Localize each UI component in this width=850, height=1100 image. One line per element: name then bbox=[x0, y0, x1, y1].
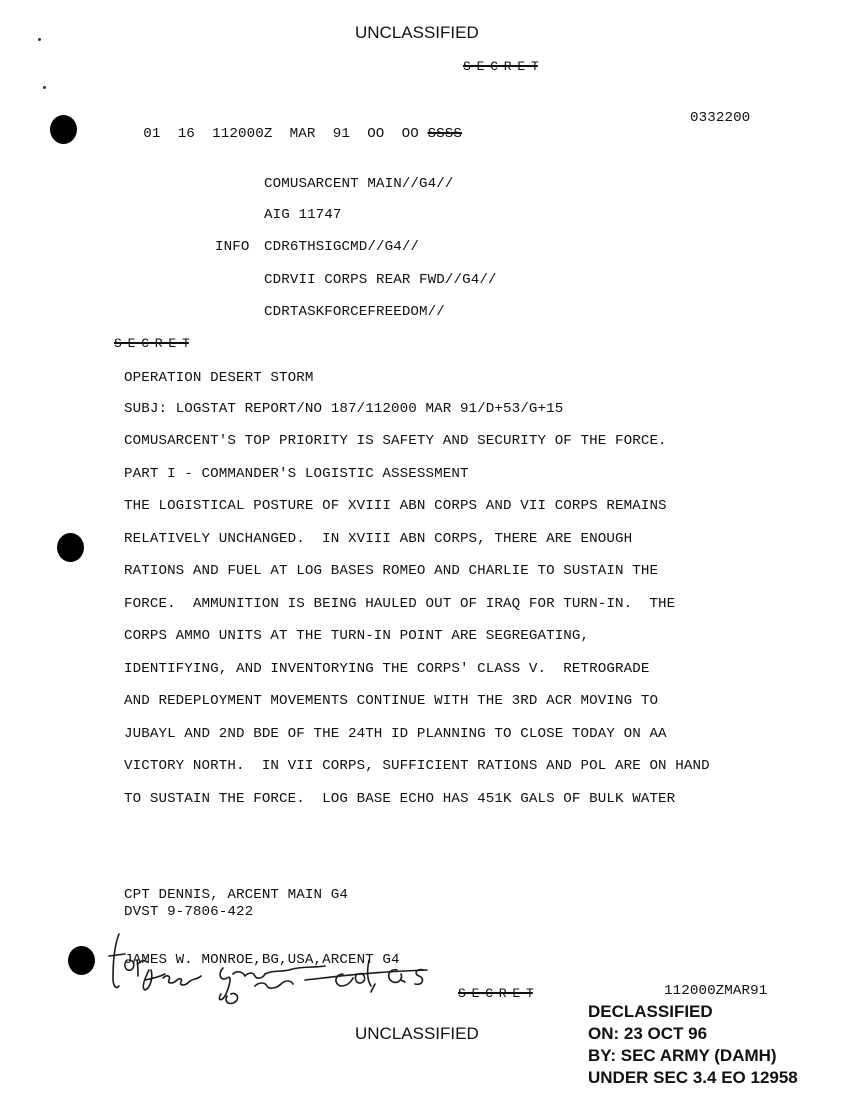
classification-bottom: UNCLASSIFIED bbox=[355, 1024, 479, 1043]
body-line: CORPS AMMO UNITS AT THE TURN-IN POINT ARE SEGREGATING, bbox=[124, 628, 590, 644]
body-line: TO SUSTAIN THE FORCE. LOG BASE ECHO HAS 451K GALS OF BULK WATER bbox=[124, 791, 676, 807]
punch-hole-bottom bbox=[68, 946, 95, 975]
classification-top: UNCLASSIFIED bbox=[355, 23, 479, 42]
info-label: INFO bbox=[215, 239, 250, 255]
addressee-info-3: CDRTASKFORCEFREEDOM// bbox=[264, 304, 445, 320]
addressee-to-1: COMUSARCENT MAIN//G4// bbox=[264, 176, 454, 192]
drafter-name: CPT DENNIS, ARCENT MAIN G4 bbox=[124, 887, 348, 903]
drafter-phone: DVST 9-7806-422 bbox=[124, 904, 254, 920]
body-line: FORCE. AMMUNITION IS BEING HAULED OUT OF IRAQ FOR TURN-IN. THE bbox=[124, 596, 676, 612]
addressee-to-2: AIG 11747 bbox=[264, 207, 342, 223]
declass-line: BY: SEC ARMY (DAMH) bbox=[588, 1046, 777, 1065]
body-line: THE LOGISTICAL POSTURE OF XVIII ABN CORPS AND VII CORPS REMAINS bbox=[124, 498, 667, 514]
body-line: SUBJ: LOGSTAT REPORT/NO 187/112000 MAR 91/D+53/G+15 bbox=[124, 401, 564, 417]
declass-line: ON: 23 OCT 96 bbox=[588, 1024, 708, 1043]
body-line: RATIONS AND FUEL AT LOG BASES ROMEO AND CHARLIE TO SUSTAIN THE bbox=[124, 563, 659, 579]
dtg-footer: 112000ZMAR91 bbox=[664, 983, 768, 999]
body-line: IDENTIFYING, AND INVENTORYING THE CORPS' CLASS V. RETROGRADE bbox=[124, 661, 650, 677]
header-struck-code: SSSS bbox=[427, 126, 462, 142]
secret-mark-middle: S E C R E T bbox=[114, 336, 189, 351]
punch-hole-top bbox=[50, 115, 77, 144]
body-line: OPERATION DESERT STORM bbox=[124, 370, 314, 386]
body-line: AND REDEPLOYMENT MOVEMENTS CONTINUE WITH THE 3RD ACR MOVING TO bbox=[124, 693, 659, 709]
secret-mark-bottom: S E C R E T bbox=[458, 986, 533, 1001]
message-header bbox=[126, 110, 462, 142]
speck bbox=[43, 86, 46, 89]
speck bbox=[38, 38, 41, 41]
addressee-info-2: CDRVII CORPS REAR FWD//G4// bbox=[264, 272, 497, 288]
secret-mark-top: S E C R E T bbox=[463, 59, 538, 74]
body-line: RELATIVELY UNCHANGED. IN XVIII ABN CORPS, THERE ARE ENOUGH bbox=[124, 531, 633, 547]
addressee-info-1: CDR6THSIGCMD//G4// bbox=[264, 239, 420, 255]
body-line: JUBAYL AND 2ND BDE OF THE 24TH ID PLANNING TO CLOSE TODAY ON AA bbox=[124, 726, 667, 742]
body-line: PART I - COMMANDER'S LOGISTIC ASSESSMENT bbox=[124, 466, 469, 482]
punch-hole-middle bbox=[57, 533, 84, 562]
body-line: COMUSARCENT'S TOP PRIORITY IS SAFETY AND SECURITY OF THE FORCE. bbox=[124, 433, 667, 449]
releaser: JAMES W. MONROE,BG,USA,ARCENT G4 bbox=[124, 952, 400, 968]
declass-line: DECLASSIFIED bbox=[588, 1002, 713, 1021]
declass-line: UNDER SEC 3.4 EO 12958 bbox=[588, 1068, 798, 1087]
message-number: 0332200 bbox=[690, 110, 751, 126]
body-line: VICTORY NORTH. IN VII CORPS, SUFFICIENT RATIONS AND POL ARE ON HAND bbox=[124, 758, 710, 774]
handwritten-signature bbox=[105, 930, 445, 1005]
header-routing: 01 16 112000Z MAR 91 OO OO bbox=[143, 126, 428, 142]
